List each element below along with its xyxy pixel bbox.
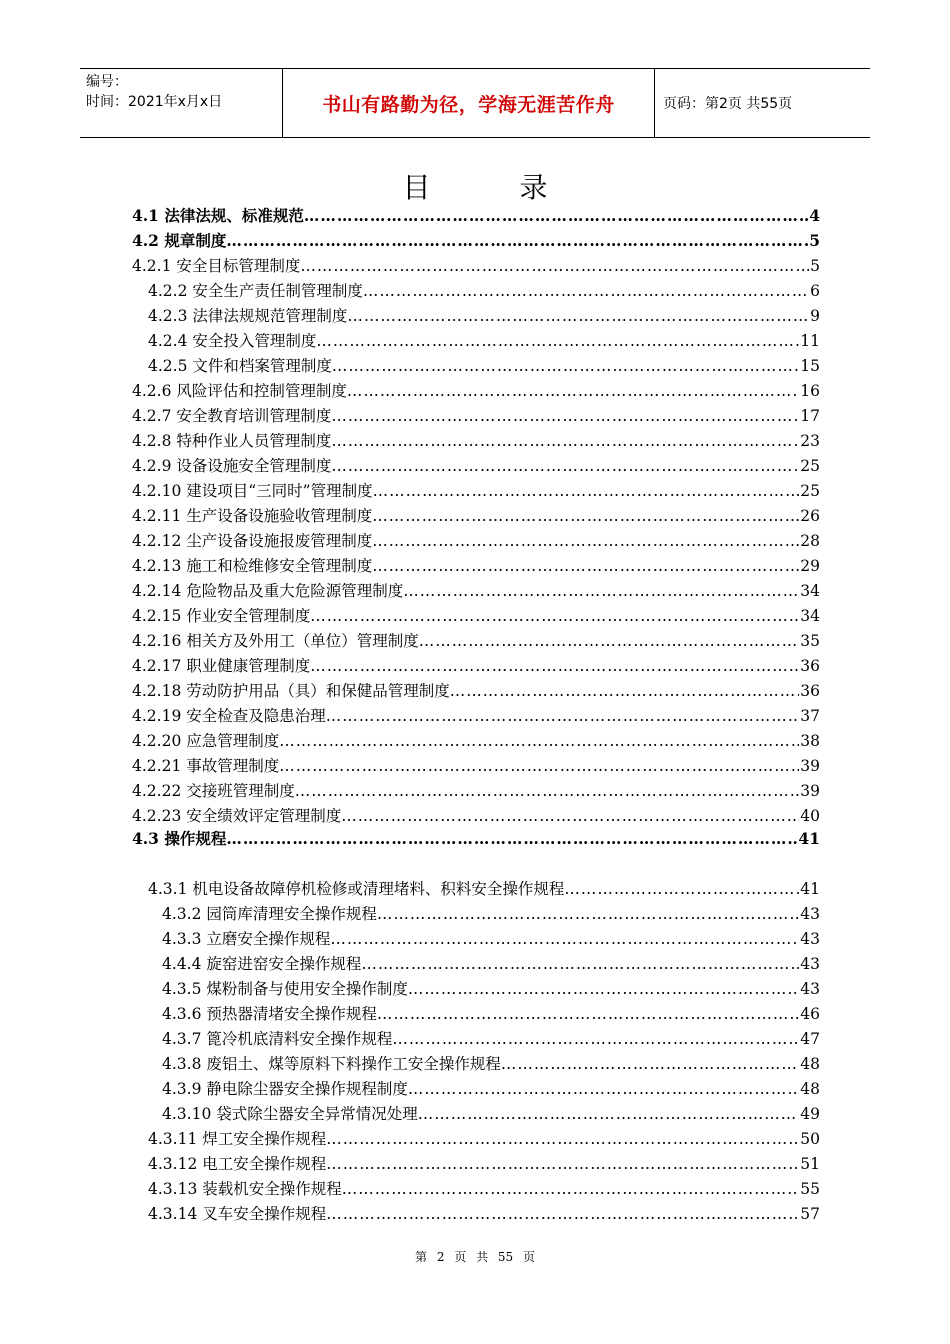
toc-entry-title: 4.3.14 叉车安全操作规程 [148, 1205, 327, 1223]
toc-entry-title: 4.2 规章制度 [132, 231, 227, 250]
toc-entry[interactable] [132, 530, 820, 552]
toc-entry-title: 4.3.6 预热器清堵安全操作规程 [162, 1005, 377, 1023]
toc-entry-title: 4.2.23 安全绩效评定管理制度 [132, 807, 342, 825]
toc-entry[interactable] [132, 705, 820, 727]
toc-entry[interactable] [162, 903, 820, 925]
toc-entry-page: 6 [810, 282, 820, 300]
header-date-label: 时间：2021年x月x日 [86, 94, 223, 110]
toc-entry-title: 4.2.20 应急管理制度 [132, 732, 280, 750]
toc-entry-title: 4.2.14 危险物品及重大危险源管理制度 [132, 582, 404, 600]
toc-entry[interactable] [132, 780, 820, 802]
toc-entry-title: 4.3.7 篦冷机底清料安全操作规程 [162, 1030, 393, 1048]
toc-entry-page: 46 [800, 1005, 820, 1023]
toc-leader-dots [326, 1203, 799, 1225]
toc-leader-dots [332, 355, 799, 377]
toc-leader-dots [310, 655, 799, 677]
toc-leader-dots [331, 405, 799, 427]
toc-entry-title: 4.2.7 安全教育培训管理制度 [132, 407, 332, 425]
toc-entry-page: 35 [800, 632, 820, 650]
toc-entry-page: 43 [800, 955, 820, 973]
toc-leader-dots [564, 878, 799, 900]
toc-leader-dots [372, 530, 799, 552]
toc-entry[interactable] [132, 555, 820, 577]
toc-entry-page: 39 [800, 757, 820, 775]
toc-entry-title: 4.3.9 静电除尘器安全操作规程制度 [162, 1080, 408, 1098]
toc-entry[interactable] [132, 680, 820, 702]
toc-entry-page: 25 [800, 457, 820, 475]
toc-leader-dots [326, 705, 800, 727]
toc-entry-title: 4.2.22 交接班管理制度 [132, 782, 295, 800]
toc-leader-dots [342, 1178, 800, 1200]
toc-entry-page: 25 [800, 482, 820, 500]
toc-entry-page: 34 [800, 607, 820, 625]
toc-entry[interactable] [132, 630, 820, 652]
toc-entry[interactable] [132, 430, 820, 452]
toc-entry-page: 51 [800, 1155, 820, 1173]
toc-entry-title: 4.3.2 园筒库清理安全操作规程 [162, 905, 377, 923]
toc-entry-page: 40 [800, 807, 820, 825]
toc-entry-page: 29 [800, 557, 820, 575]
toc-entry[interactable] [162, 1053, 820, 1075]
toc-entry-page: 39 [800, 782, 820, 800]
toc-entry-title: 4.3.12 电工安全操作规程 [148, 1155, 327, 1173]
toc-entry-page: 55 [800, 1180, 820, 1198]
toc-entry[interactable] [132, 205, 820, 227]
toc-leader-dots [226, 828, 797, 850]
toc-entry-title: 4.2.4 安全投入管理制度 [148, 332, 317, 350]
toc-leader-dots [361, 953, 799, 975]
toc-entry-page: 36 [800, 657, 820, 675]
toc-leader-dots [392, 1028, 799, 1050]
toc-entry[interactable] [148, 1203, 820, 1225]
toc-entry-page: 50 [800, 1130, 820, 1148]
toc-leader-dots [341, 805, 799, 827]
toc-entry[interactable] [132, 405, 820, 427]
toc-entry-title: 4.2.17 职业健康管理制度 [132, 657, 311, 675]
toc-entry[interactable] [132, 455, 820, 477]
header-motto: 书山有路勤为径，学海无涯苦作舟 [283, 69, 655, 137]
toc-leader-dots [331, 455, 799, 477]
toc-entry-title: 4.3.10 袋式除尘器安全异常情况处理 [162, 1105, 418, 1123]
toc-leader-dots [372, 555, 799, 577]
toc-leader-dots [279, 730, 799, 752]
toc-entry-page: 37 [800, 707, 820, 725]
toc-entry-title: 4.3.5 煤粉制备与使用安全操作制度 [162, 980, 408, 998]
toc-entry[interactable] [162, 953, 820, 975]
toc-leader-dots [347, 305, 809, 327]
header-number-label: 编号： [86, 74, 128, 90]
toc-leader-dots [419, 630, 800, 652]
toc-entry[interactable] [162, 1103, 820, 1125]
toc-entry-page: 57 [800, 1205, 820, 1223]
toc-entry-title: 4.2.9 设备设施安全管理制度 [132, 457, 332, 475]
toc-entry-title: 4.3.11 焊工安全操作规程 [148, 1130, 327, 1148]
toc-entry-page: 43 [800, 980, 820, 998]
toc-entry[interactable] [148, 1153, 820, 1175]
toc-entry-page: 5 [809, 231, 820, 250]
toc-leader-dots [326, 1128, 799, 1150]
toc-entry-page: 34 [800, 582, 820, 600]
toc-entry[interactable] [148, 355, 820, 377]
toc-entry-title: 4.3.1 机电设备故障停机检修或清理堵料、积料安全操作规程 [148, 880, 565, 898]
toc-leader-dots [330, 928, 799, 950]
toc-entry-title: 4.2.6 风险评估和控制管理制度 [132, 382, 347, 400]
toc-entry-title: 4.2.18 劳动防护用品（具）和保健品管理制度 [132, 682, 450, 700]
toc-entry-title: 4.2.3 法律法规规范管理制度 [148, 307, 348, 325]
toc-entry-title: 4.3 操作规程 [132, 829, 227, 848]
toc-entry[interactable] [148, 305, 820, 327]
toc-entry-page: 43 [800, 905, 820, 923]
toc-entry[interactable] [132, 505, 820, 527]
toc-leader-dots [300, 255, 809, 277]
toc-entry[interactable] [132, 655, 820, 677]
toc-leader-dots [304, 205, 808, 227]
toc-entry-page: 11 [800, 332, 820, 350]
toc-leader-dots [408, 1078, 799, 1100]
toc-entry-title: 4.3.13 装载机安全操作规程 [148, 1180, 342, 1198]
toc-entry[interactable] [132, 380, 820, 402]
toc-entry-page: 36 [800, 682, 820, 700]
toc-entry-page: 17 [800, 407, 820, 425]
toc-leader-dots [377, 1003, 799, 1025]
toc-entry-title: 4.2.19 安全检查及隐患治理 [132, 707, 326, 725]
toc-entry[interactable] [132, 828, 820, 850]
toc-entry-title: 4.3.3 立磨安全操作规程 [162, 930, 331, 948]
toc-leader-dots [347, 380, 799, 402]
toc-entry-title: 4.2.16 相关方及外用工（单位）管理制度 [132, 632, 419, 650]
toc-entry[interactable] [148, 1128, 820, 1150]
toc-leader-dots [501, 1053, 799, 1075]
toc-entry-page: 41 [800, 880, 820, 898]
toc-entry-page: 15 [800, 357, 820, 375]
toc-entry[interactable] [132, 730, 820, 752]
toc-entry-page: 5 [810, 257, 820, 275]
page-header [80, 68, 870, 138]
toc-entry[interactable] [162, 1078, 820, 1100]
toc-entry-title: 4.2.11 生产设备设施验收管理制度 [132, 507, 373, 525]
toc-entry-page: 41 [798, 829, 820, 848]
toc-entry-title: 4.2.1 安全目标管理制度 [132, 257, 301, 275]
toc-leader-dots [316, 330, 799, 352]
toc-entry-title: 4.2.21 事故管理制度 [132, 757, 280, 775]
toc-title: 目 录 [402, 171, 588, 204]
toc-entry-title: 4.1 法律法规、标准规范 [132, 206, 304, 225]
toc-entry[interactable] [132, 255, 820, 277]
toc-entry-page: 43 [800, 930, 820, 948]
toc-entry[interactable] [162, 978, 820, 1000]
toc-leader-dots [408, 978, 799, 1000]
toc-entry-title: 4.2.15 作业安全管理制度 [132, 607, 311, 625]
toc-entry[interactable] [132, 480, 820, 502]
toc-entry[interactable] [132, 805, 820, 827]
toc-entry[interactable] [162, 928, 820, 950]
toc-entry[interactable] [132, 580, 820, 602]
toc-entry-title: 4.2.10 建设项目“三同时”管理制度 [132, 482, 373, 500]
toc-entry[interactable] [162, 1028, 820, 1050]
toc-entry[interactable] [162, 1003, 820, 1025]
toc-entry-page: 47 [800, 1030, 820, 1048]
toc-entry[interactable] [148, 280, 820, 302]
toc-entry[interactable] [148, 1178, 820, 1200]
toc-entry-title: 4.3.8 废铝土、煤等原料下料操作工安全操作规程 [162, 1055, 501, 1073]
header-meta [80, 69, 283, 137]
toc-entry-title: 4.4.4 旋窑进窑安全操作规程 [162, 955, 362, 973]
toc-leader-dots [310, 605, 799, 627]
header-page-label: 页码：第2页 共55页 [663, 96, 793, 112]
toc-entry-page: 23 [800, 432, 820, 450]
toc-entry-page: 26 [800, 507, 820, 525]
toc-entry-page: 16 [800, 382, 820, 400]
toc-leader-dots [326, 1153, 799, 1175]
toc-entry[interactable] [148, 878, 820, 900]
toc-entry-title: 4.2.8 特种作业人员管理制度 [132, 432, 332, 450]
toc-entry-title: 4.2.2 安全生产责任制管理制度 [148, 282, 363, 300]
toc-entry[interactable] [132, 605, 820, 627]
toc-entry-page: 9 [810, 307, 820, 325]
toc-entry[interactable] [132, 230, 820, 252]
toc-entry-page: 28 [800, 532, 820, 550]
toc-leader-dots [331, 430, 799, 452]
toc-leader-dots [372, 505, 799, 527]
toc-leader-dots [363, 280, 809, 302]
toc-entry-page: 48 [800, 1055, 820, 1073]
toc-entry-title: 4.2.12 尘产设备设施报废管理制度 [132, 532, 373, 550]
toc-leader-dots [418, 1103, 800, 1125]
toc-leader-dots [377, 903, 799, 925]
toc-entry-page: 48 [800, 1080, 820, 1098]
toc-leader-dots [295, 780, 800, 802]
toc-leader-dots [403, 580, 799, 602]
toc-leader-dots [373, 480, 800, 502]
toc-entry-title: 4.2.13 施工和检维修安全管理制度 [132, 557, 373, 575]
toc-leader-dots [450, 680, 800, 702]
toc-entry[interactable] [148, 330, 820, 352]
page-footer: 第 2 页 共 55 页 [415, 1250, 535, 1264]
toc-leader-dots [279, 755, 799, 777]
toc-entry-page: 4 [809, 206, 820, 225]
toc-entry-title: 4.2.5 文件和档案管理制度 [148, 357, 332, 375]
toc-entry-page: 49 [800, 1105, 820, 1123]
toc-entry-page: 38 [800, 732, 820, 750]
toc-leader-dots [226, 230, 808, 252]
toc-entry[interactable] [132, 755, 820, 777]
